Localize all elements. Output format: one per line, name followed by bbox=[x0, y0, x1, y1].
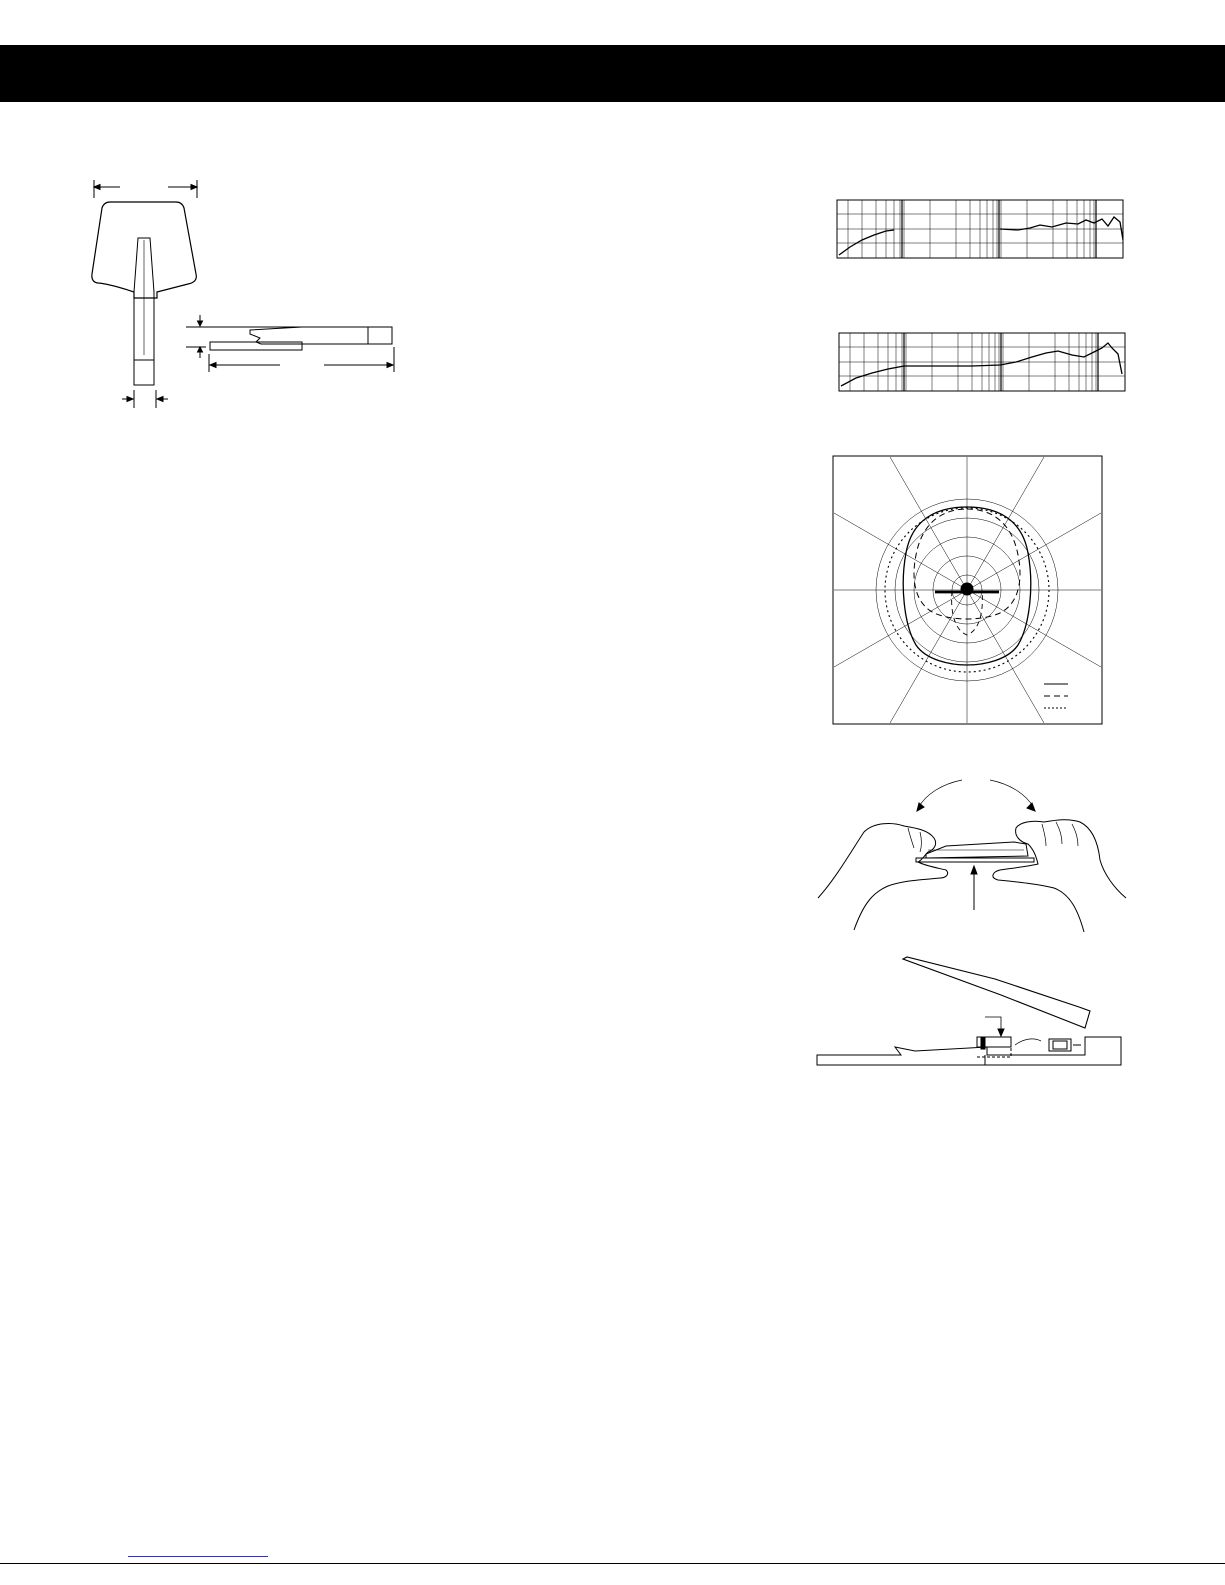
polar-pattern-diagram bbox=[832, 455, 1104, 727]
footer-rule bbox=[0, 1563, 1225, 1564]
header-bar bbox=[0, 45, 1225, 102]
cartridge-dimension-drawing bbox=[80, 170, 420, 410]
frequency-response-graph bbox=[830, 193, 1130, 265]
footer-link-underline[interactable] bbox=[128, 1556, 268, 1557]
cartridge-cross-section bbox=[815, 955, 1127, 1070]
hands-removing-cartridge bbox=[816, 770, 1128, 935]
frequency-response-graph-alt bbox=[832, 326, 1132, 398]
